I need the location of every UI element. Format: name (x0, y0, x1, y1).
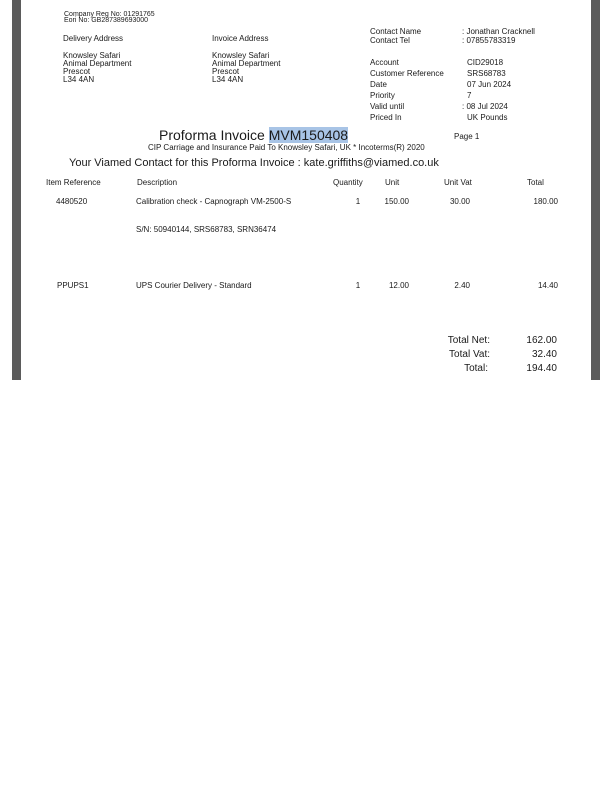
invoice-title (159, 127, 348, 143)
total-label: Total: (464, 363, 488, 374)
row-note: S/N: 50940144, SRS68783, SRN36474 (136, 225, 277, 234)
account-value: CID29018 (467, 58, 504, 67)
row-qty: 1 (355, 281, 361, 290)
row-unit: 12.00 (388, 281, 409, 290)
row-unit: 150.00 (384, 197, 409, 206)
total-vat-label: Total Vat: (449, 349, 490, 360)
row-unit-vat: 30.00 (449, 197, 470, 206)
delivery-address-line: Prescot (63, 67, 91, 76)
total-net-label: Total Net: (447, 335, 490, 346)
date-value: 07 Jun 2024 (467, 80, 512, 89)
invoice-address-line: Knowsley Safari (212, 51, 270, 60)
customer-reference-label: Customer Reference (370, 69, 444, 78)
contact-name-value: : Jonathan Cracknell (462, 27, 535, 36)
valid-until-value: : 08 Jul 2024 (462, 102, 508, 111)
row-ref: 4480520 (56, 197, 88, 206)
invoice-address-label: Invoice Address (212, 34, 269, 43)
priced-in-value: UK Pounds (467, 113, 508, 122)
header-unit-vat: Unit Vat (444, 178, 472, 187)
incoterms: CIP Carriage and Insurance Paid To Knowsley Safari, UK * Incoterms(R) 2020 (148, 143, 425, 152)
row-unit-vat: 2.40 (454, 281, 470, 290)
document-page (21, 0, 591, 380)
delivery-address-line: Animal Department (63, 59, 132, 68)
invoice-address-line: Animal Department (212, 59, 281, 68)
row-total: 180.00 (533, 197, 558, 206)
contact-name-label: Contact Name (370, 27, 422, 36)
invoice-address-line: Prescot (212, 67, 240, 76)
account-label: Account (370, 58, 399, 67)
header-quantity: Quantity (333, 178, 363, 187)
row-ref: PPUPS1 (57, 281, 89, 290)
header-description: Description (137, 178, 178, 187)
priority-label: Priority (370, 91, 395, 100)
total-net-value: 162.00 (526, 335, 557, 346)
header-item-reference: Item Reference (46, 178, 101, 187)
contact-tel-label: Contact Tel (370, 36, 410, 45)
total-value: 194.40 (526, 363, 557, 374)
header-unit: Unit (385, 178, 400, 187)
eori-no: Eori No: GB287389693000 (64, 17, 149, 24)
viewer-left-margin (12, 0, 21, 380)
row-description: UPS Courier Delivery - Standard (136, 281, 252, 290)
total-vat-value: 32.40 (531, 349, 557, 360)
delivery-address-line: Knowsley Safari (63, 51, 121, 60)
row-total: 14.40 (537, 281, 558, 290)
contact-tel-value: : 07855783319 (462, 36, 516, 45)
delivery-address-label: Delivery Address (63, 34, 124, 43)
priority-value: 7 (467, 91, 472, 100)
priced-in-label: Priced In (370, 113, 402, 122)
customer-reference-value: SRS68783 (467, 69, 506, 78)
row-description: Calibration check - Capnograph VM-2500-S (136, 197, 292, 206)
invoice-address-line: L34 4AN (212, 75, 244, 84)
invoice-number: MVM150408 (268, 127, 349, 143)
invoice-title-prefix: Proforma Invoice (159, 127, 265, 143)
delivery-address-line: L34 4AN (63, 75, 95, 84)
row-qty: 1 (355, 197, 361, 206)
viamed-contact: Your Viamed Contact for this Proforma Invoice : kate.griffiths@viamed.co.uk (69, 157, 439, 169)
page-number: Page 1 (454, 132, 480, 141)
company-reg-no: Company Reg No: 01291765 (64, 11, 155, 18)
date-label: Date (370, 80, 387, 89)
viewer-right-margin (591, 0, 600, 380)
header-total: Total (527, 178, 544, 187)
valid-until-label: Valid until (370, 102, 405, 111)
